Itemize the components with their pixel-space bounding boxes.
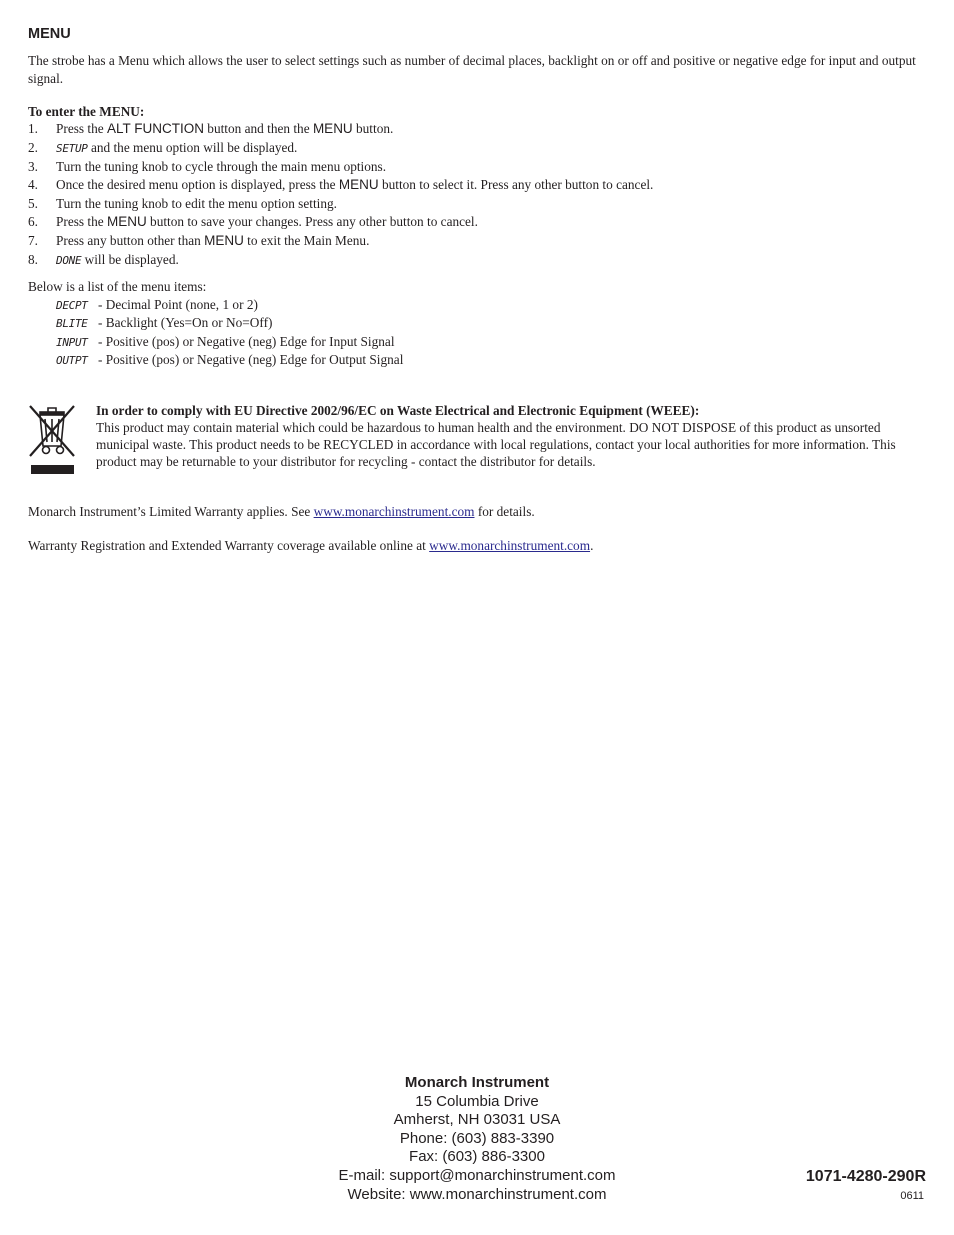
company-address-block bbox=[300, 1074, 654, 1204]
warranty-registration-line bbox=[28, 538, 593, 554]
step-text: Turn the tuning knob to cycle through the main menu options. bbox=[56, 159, 387, 174]
email-address: E-mail: support@monarchinstrument.com bbox=[338, 1166, 616, 1184]
menu-items-intro: Below is a list of the menu items: bbox=[28, 279, 207, 294]
warranty-line bbox=[28, 504, 535, 520]
warranty-text: Monarch Instrument’s Limited Warranty applies. See bbox=[28, 504, 314, 519]
lcd-menu-code: DECPT bbox=[56, 299, 88, 312]
weee-title: In order to comply with EU Directive 2002/96/EC on Waste Electrical and Electronic Equipment (WEEE): bbox=[96, 403, 700, 418]
lcd-display-text: DONE bbox=[56, 254, 82, 267]
step-text: button and then the bbox=[203, 121, 313, 136]
address-street: 15 Columbia Drive bbox=[415, 1092, 539, 1110]
menu-item-description: - Positive (pos) or Negative (neg) Edge for Output Signal bbox=[98, 352, 404, 367]
button-name-menu: MENU bbox=[338, 177, 379, 192]
button-name-menu: MENU bbox=[106, 214, 147, 229]
button-name-menu: MENU bbox=[204, 233, 244, 248]
step-text: Turn the tuning knob to edit the menu option setting. bbox=[56, 196, 337, 211]
step-text: and the menu option will be displayed. bbox=[87, 140, 298, 155]
step-text: Press the bbox=[56, 121, 107, 136]
step-text: button. bbox=[352, 121, 394, 136]
lcd-display-text: SETUP bbox=[56, 142, 88, 155]
address-city: Amherst, NH 03031 USA bbox=[393, 1111, 561, 1129]
revision-code: 0611 bbox=[900, 1190, 924, 1202]
step-text: Press the bbox=[56, 214, 107, 229]
step-number: 7. bbox=[28, 233, 38, 248]
warranty-link[interactable]: www.monarchinstrument.com bbox=[313, 504, 475, 519]
step-number: 4. bbox=[28, 177, 38, 192]
step-text: to exit the Main Menu. bbox=[243, 233, 370, 248]
menu-intro-paragraph: The strobe has a Menu which allows the user to select settings such as number of decimal places, backlight on or off and positive or negative edge for input and output signal. bbox=[28, 53, 916, 86]
step-number: 1. bbox=[28, 121, 38, 136]
menu-item-description: - Backlight (Yes=On or No=Off) bbox=[98, 315, 273, 330]
crossed-out-wheelie-bin-icon bbox=[28, 402, 76, 480]
fax-number: Fax: (603) 886-3300 bbox=[409, 1148, 545, 1166]
step-number: 3. bbox=[28, 159, 38, 174]
step-text: Once the desired menu option is displayed, press the bbox=[56, 177, 339, 192]
menu-item-description: - Decimal Point (none, 1 or 2) bbox=[98, 297, 258, 312]
list-item bbox=[56, 314, 272, 332]
weee-notice bbox=[96, 402, 931, 470]
lcd-menu-code: INPUT bbox=[56, 336, 88, 349]
step-text: will be displayed. bbox=[81, 252, 179, 267]
website-address: Website: www.monarchinstrument.com bbox=[347, 1185, 607, 1203]
step-number: 2. bbox=[28, 140, 38, 155]
menu-item-description: - Positive (pos) or Negative (neg) Edge for Input Signal bbox=[98, 334, 395, 349]
weee-body: This product may contain material which could be hazardous to human health and the environment. DO NOT DISPOSE of this product as unsorted municipal waste. This product needs to be RECYCLED in accordance with local regulations, contact your local authorities for more information. This product may be returnable to your distributor for recycling - contact the distributor for details. bbox=[96, 420, 896, 469]
warranty-text: Warranty Registration and Extended Warranty coverage available online at bbox=[28, 538, 430, 553]
registration-link[interactable]: www.monarchinstrument.com bbox=[429, 538, 591, 553]
step-text: button to select it. Press any other button to cancel. bbox=[378, 177, 654, 192]
part-number: 1071-4280-290R bbox=[805, 1168, 926, 1185]
warranty-text: for details. bbox=[474, 504, 535, 519]
step-text: button to save your changes. Press any other button to cancel. bbox=[146, 214, 478, 229]
step-number: 8. bbox=[28, 252, 38, 267]
phone-number: Phone: (603) 883-3390 bbox=[399, 1129, 555, 1147]
step-number: 5. bbox=[28, 196, 38, 211]
lcd-menu-code: BLITE bbox=[56, 317, 88, 330]
button-name-alt-function: ALT FUNCTION bbox=[106, 121, 204, 136]
step-number: 6. bbox=[28, 214, 38, 229]
lcd-menu-code: OUTPT bbox=[56, 354, 88, 367]
list-item bbox=[56, 296, 258, 314]
button-name-menu: MENU bbox=[312, 121, 353, 136]
company-name: Monarch Instrument bbox=[404, 1074, 550, 1091]
step-text: Press any button other than bbox=[56, 233, 205, 248]
enter-menu-title: To enter the MENU: bbox=[28, 104, 145, 119]
section-heading-menu: MENU bbox=[28, 26, 71, 42]
list-item bbox=[56, 333, 395, 351]
warranty-text: . bbox=[590, 538, 594, 553]
list-item bbox=[56, 351, 403, 369]
